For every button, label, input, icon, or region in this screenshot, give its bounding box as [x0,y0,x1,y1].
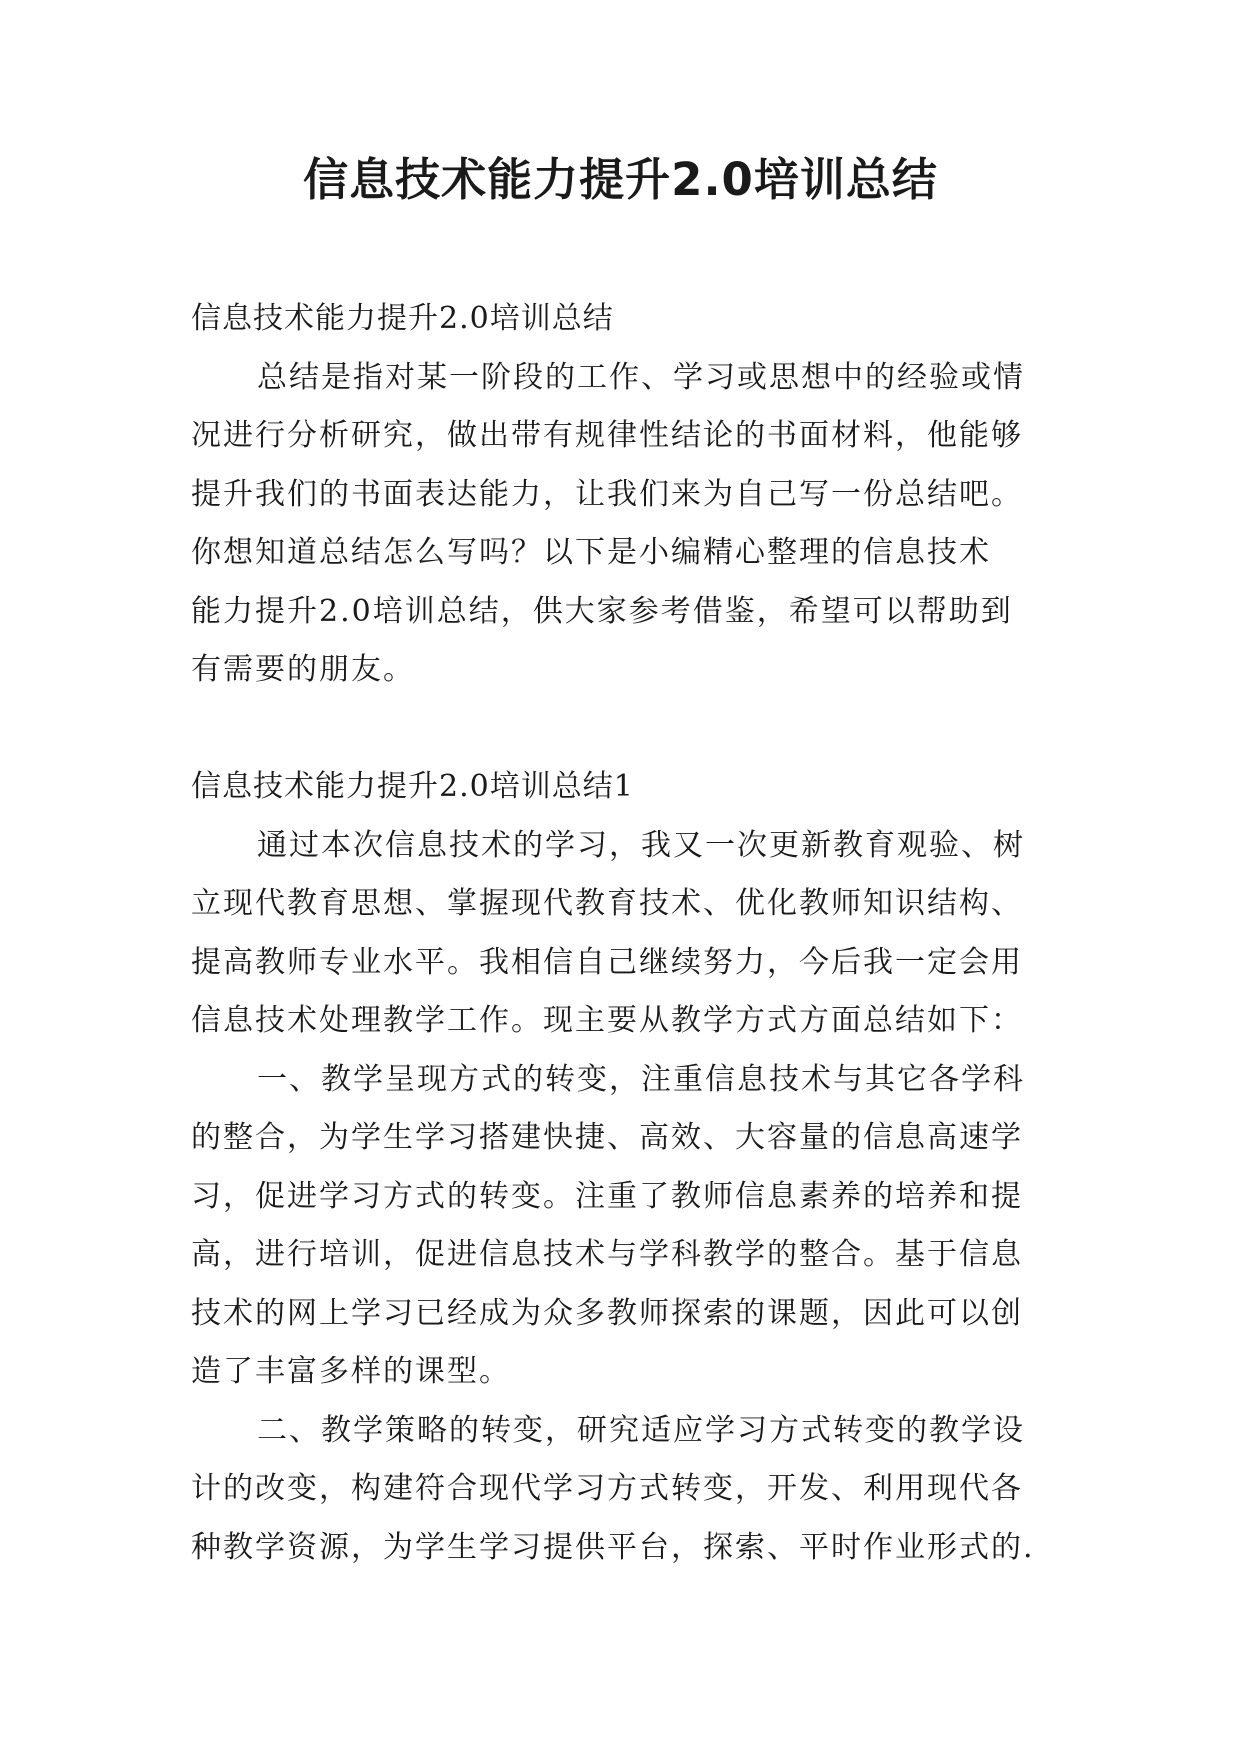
text-line: 一、教学呈现方式的转变，注重信息技术与其它各学科 [257,1061,1025,1097]
intro-paragraph [191,349,1061,700]
text-line: 二、教学策略的转变，研究适应学习方式转变的教学设 [257,1412,1025,1448]
section-spacer [191,700,1061,759]
section1-paragraph-1 [191,817,1061,1051]
text-line: 你想知道总结怎么写吗？以下是小编精心整理的信息技术 [191,535,991,570]
text-line: 造了丰富多样的课型。 [191,1354,511,1389]
section1-heading: 信息技术能力提升2.0培训总结1 [191,769,634,804]
text-line: 总结是指对某一阶段的工作、学习或思想中的经验或情 [257,359,1025,395]
text-line: 况进行分析研究，做出带有规律性结论的书面材料，他能够 [191,418,1023,453]
intro-heading: 信息技术能力提升2.0培训总结 [191,301,614,336]
text-line: 能力提升2.0培训总结，供大家参考借鉴，希望可以帮助到 [191,593,1013,629]
text-line: 信息技术处理教学工作。现主要从教学方式方面总结如下： [191,1003,1023,1038]
text-line: 技术的网上学习已经成为众多教师探索的课题，因此可以创 [191,1295,1023,1331]
text-line: 立现代教育思想、掌握现代教育技术、优化教师知识结构、 [191,886,1023,921]
document-body [191,290,1061,1577]
section1-paragraph-3 [191,1402,1061,1578]
text-line: 计的改变，构建符合现代学习方式转变，开发、利用现代各 [191,1471,1023,1506]
text-line: 通过本次信息技术的学习，我又一次更新教育观验、树 [257,827,1025,863]
text-line: 种教学资源，为学生学习提供平台，探索、平时作业形式的. [191,1529,1035,1565]
text-line: 有需要的朋友。 [191,652,415,687]
text-line: 提高教师专业水平。我相信自己继续努力，今后我一定会用 [191,944,1023,980]
section1-paragraph-2 [191,1051,1061,1402]
text-line: 习，促进学习方式的转变。注重了教师信息素养的培养和提 [191,1178,1023,1214]
text-line: 的整合，为学生学习搭建快捷、高效、大容量的信息高速学 [191,1120,1023,1155]
text-line: 高，进行培训，促进信息技术与学科教学的整合。基于信息 [191,1237,1023,1272]
text-line: 提升我们的书面表达能力，让我们来为自己写一份总结吧。 [191,476,1023,512]
document-title: 信息技术能力提升2.0培训总结 [303,153,938,206]
